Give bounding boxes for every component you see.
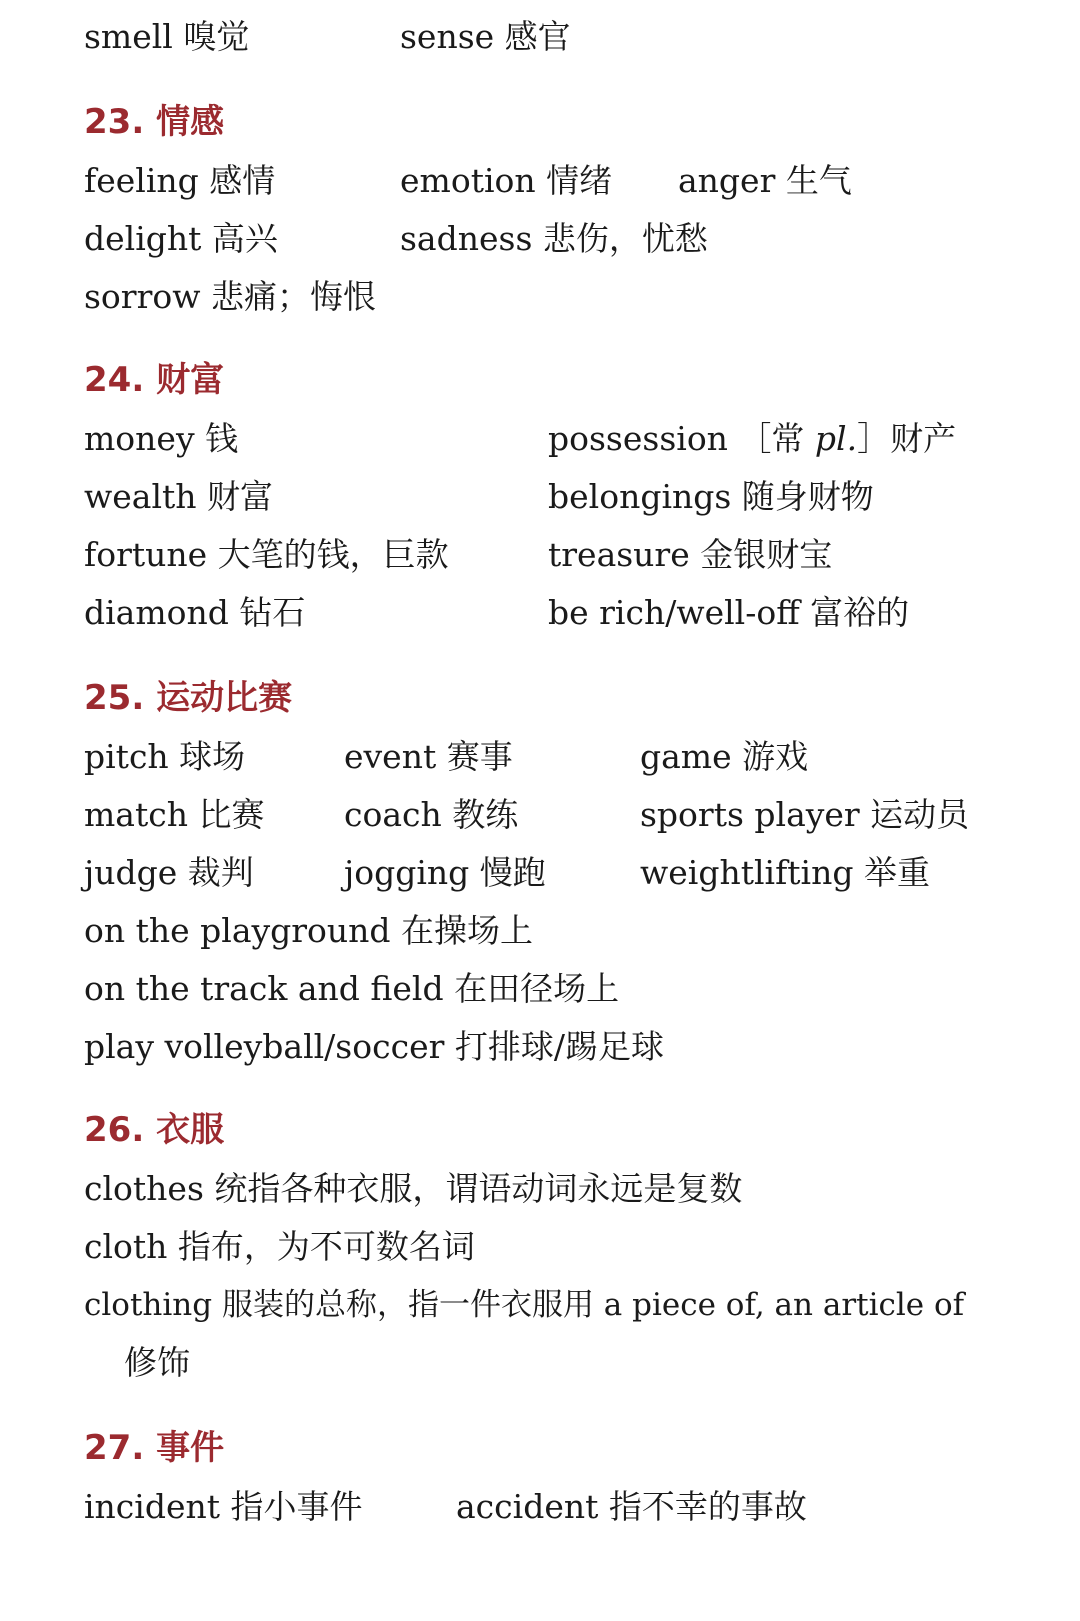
vocab-jogging: jogging 慢跑 (344, 853, 546, 892)
vocab-row-25-2 (0, 786, 1080, 844)
vocab-sorrow: sorrow 悲痛；悔恨 (84, 277, 376, 316)
vocab-diamond: diamond 钻石 (84, 593, 306, 632)
vocab-cloth: cloth 指布，为不可数名词 (84, 1227, 475, 1266)
vocab-row-25-3 (0, 844, 1080, 902)
section-26-heading: 26. 衣服 (84, 1110, 225, 1150)
vocab-sports-player: sports player 运动员 (640, 795, 970, 834)
vocab-row-25-1 (0, 728, 1080, 786)
vocab-coach: coach 教练 (344, 795, 519, 834)
vocab-row-23-1 (0, 152, 1080, 210)
vocab-rich: be rich/well-off 富裕的 (548, 593, 910, 632)
section-27-heading: 27. 事件 (84, 1428, 225, 1468)
vocab-row-26-2 (0, 1218, 1080, 1276)
vocab-row-24-4 (0, 584, 1080, 642)
vocab-match: match 比赛 (84, 795, 265, 834)
vocab-anger: anger 生气 (678, 161, 852, 200)
section-24-heading: 24. 财富 (84, 360, 225, 400)
vocab-event: event 赛事 (344, 737, 513, 776)
vocab-track-field: on the track and field 在田径场上 (84, 969, 620, 1008)
vocab-feeling: feeling 感情 (84, 161, 276, 200)
vocab-accident: accident 指不幸的事故 (456, 1487, 807, 1526)
vocab-sadness: sadness 悲伤，忧愁 (400, 219, 708, 258)
vocab-row-24-3 (0, 526, 1080, 584)
vocab-judge: judge 裁判 (84, 853, 254, 892)
vocab-emotion: emotion 情绪 (400, 161, 613, 200)
vocab-sense: sense 感官 (400, 17, 571, 56)
vocab-row-26-3-cont (0, 1334, 1080, 1392)
vocab-pitch: pitch 球场 (84, 737, 246, 776)
vocab-possession-pre: possession ［常 (548, 419, 815, 458)
vocab-row-smell (0, 8, 1080, 66)
vocab-smell: smell 嗅觉 (84, 17, 250, 56)
vocab-row-25-4 (0, 902, 1080, 960)
vocab-row-24-2 (0, 468, 1080, 526)
section-25-heading: 25. 运动比赛 (84, 678, 293, 718)
vocab-row-23-3 (0, 268, 1080, 326)
vocab-possession-post: ］财产 (857, 419, 957, 458)
vocab-treasure: treasure 金银财宝 (548, 535, 833, 574)
vocab-possession-plural-abbr: pl. (814, 419, 858, 458)
vocab-clothing: clothing 服装的总称，指一件衣服用 a piece of, an article of (84, 1287, 965, 1323)
vocab-row-25-5 (0, 960, 1080, 1018)
vocab-money: money 钱 (84, 419, 239, 458)
vocab-row-26-3 (0, 1276, 1080, 1334)
vocab-belongings: belongings 随身财物 (548, 477, 874, 516)
vocab-fortune: fortune 大笔的钱，巨款 (84, 535, 449, 574)
vocab-game: game 游戏 (640, 737, 809, 776)
vocab-row-25-6 (0, 1018, 1080, 1076)
vocab-wealth: wealth 财富 (84, 477, 274, 516)
vocab-row-24-1 (0, 410, 1080, 468)
vocab-play-ball: play volleyball/soccer 打排球/踢足球 (84, 1027, 664, 1066)
vocab-delight: delight 高兴 (84, 219, 278, 258)
vocab-row-23-2 (0, 210, 1080, 268)
vocab-row-26-1 (0, 1160, 1080, 1218)
section-23-heading: 23. 情感 (84, 102, 225, 142)
vocab-possession (548, 410, 956, 468)
vocab-clothing-continuation: 修饰 (124, 1343, 190, 1382)
vocab-incident: incident 指小事件 (84, 1487, 363, 1526)
vocab-weightlifting: weightlifting 举重 (640, 853, 930, 892)
vocab-playground: on the playground 在操场上 (84, 911, 534, 950)
vocab-clothes: clothes 统指各种衣服，谓语动词永远是复数 (84, 1169, 743, 1208)
vocab-row-27-1 (0, 1478, 1080, 1536)
